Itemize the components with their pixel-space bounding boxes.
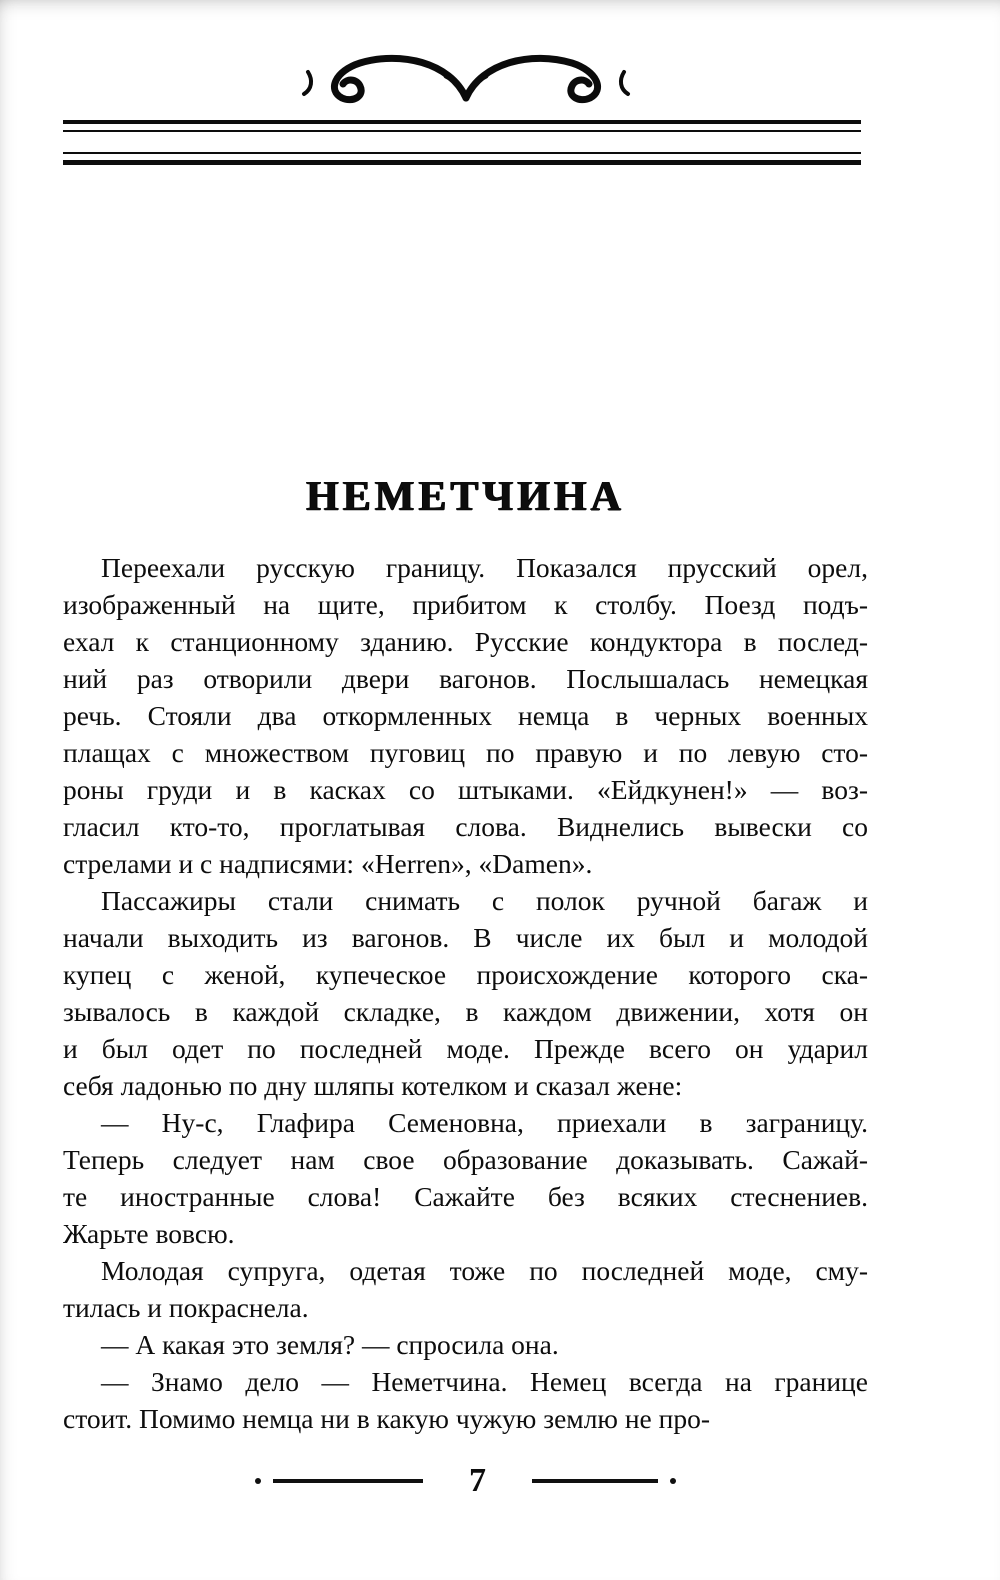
text-line: зывалось в каждой складке, в каждом движении, хотя он (63, 996, 868, 1027)
text-line: и был одет по последней моде. Прежде всего он ударил (63, 1033, 868, 1064)
paragraph-5 (63, 1326, 868, 1363)
text-line: купец с женой, купеческое происхождение которого ска- (63, 959, 868, 990)
rule-line (63, 152, 861, 154)
text-line: — А какая это земля? — спросила она. (101, 1329, 559, 1360)
paragraph-6 (63, 1363, 868, 1437)
text-line: начали выходить из вагонов. В числе их был и молодой (63, 922, 868, 953)
footer-rule-left (273, 1479, 423, 1483)
paragraph-1 (63, 549, 868, 882)
text-line: стрелами и с надписями: «Herren», «Damen». (63, 848, 593, 879)
text-line: Переехали русскую границу. Показался прусский орел, (101, 552, 868, 583)
rule-line (63, 160, 861, 165)
flourish-icon (286, 46, 646, 116)
top-rule-lower (63, 152, 861, 165)
text-line: речь. Стояли два откормленных немца в черных военных (63, 700, 868, 731)
paragraph-3 (63, 1104, 868, 1252)
footer-rule-right (532, 1479, 658, 1483)
text-line: плащах с множеством пуговиц по правую и по левую сто- (63, 737, 868, 768)
rule-line (63, 130, 861, 132)
text-line: — Знамо дело — Неметчина. Немец всегда на границе (101, 1366, 868, 1397)
paragraph-4 (63, 1252, 868, 1326)
text-line: Молодая супруга, одетая тоже по последней моде, сму- (101, 1255, 868, 1286)
footer-dot-left (255, 1478, 261, 1484)
page-number: 7 (469, 1462, 486, 1499)
text-line: изображенный на щите, прибитом к столбу. Поезд подъ- (63, 589, 868, 620)
text-line: те иностранные слова! Сажайте без всяких стеснениев. (63, 1181, 868, 1212)
paragraph-2 (63, 882, 868, 1104)
footer-dot-right (670, 1478, 676, 1484)
page-content (63, 0, 868, 1501)
text-line: Пассажиры стали снимать с полок ручной багаж и (101, 885, 868, 916)
header-ornament (63, 46, 868, 116)
chapter-title: НЕМЕТЧИНА (306, 474, 625, 520)
rule-line (63, 120, 861, 124)
text-line: стоит. Помимо немца ни в какую чужую землю не про- (63, 1403, 711, 1434)
page-footer (63, 1461, 868, 1501)
text-line: тилась и покраснела. (63, 1292, 309, 1323)
top-rule-upper (63, 120, 861, 132)
text-line: ехал к станционному зданию. Русские кондуктора в послед- (63, 626, 868, 657)
text-line: — Ну-с, Глафира Семеновна, приехали в заграницу. (101, 1107, 868, 1138)
text-line: гласил кто-то, проглатывая слова. Виднелись вывески со (63, 811, 868, 842)
body-text (63, 549, 868, 1437)
text-line: Теперь следует нам свое образование доказывать. Сажай- (63, 1144, 868, 1175)
text-line: роны груди и в касках со штыками. «Ейдкунен!» — воз- (63, 774, 868, 805)
text-line: Жарьте вовсю. (63, 1218, 235, 1249)
text-line: себя ладонью по дну шляпы котелком и сказал жене: (63, 1070, 683, 1101)
text-line: ний раз отворили двери вагонов. Послышалась немецкая (63, 663, 868, 694)
